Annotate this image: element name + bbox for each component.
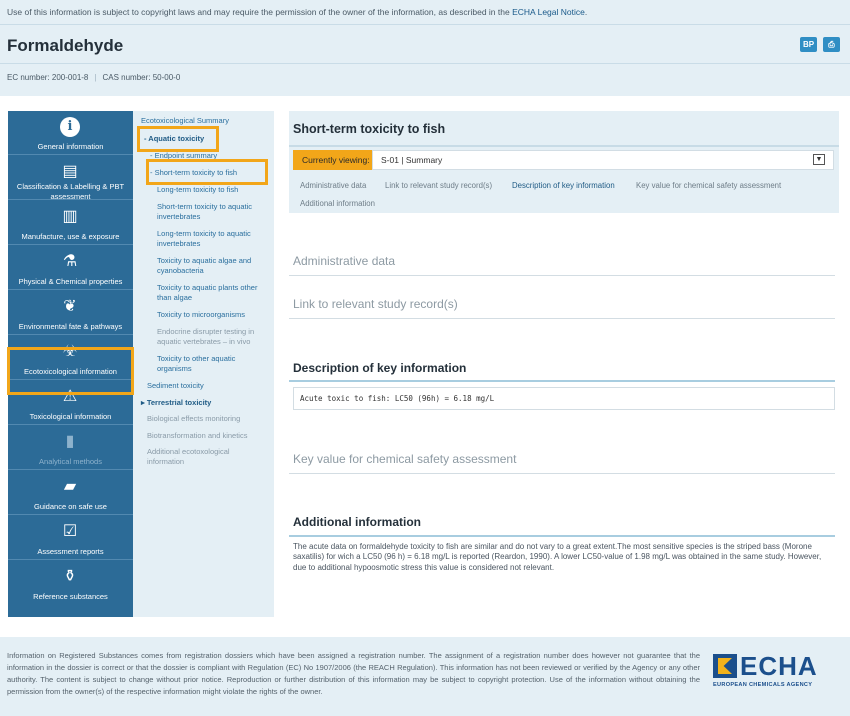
nav-classification[interactable] [8, 156, 133, 200]
fish-info-icon: ☣ [62, 343, 78, 360]
legal-text: Use of this information is subject to copyright laws and may require the permission of the owner of the information, as described in the [7, 7, 510, 17]
chevron-down-icon[interactable]: ▼ [813, 154, 825, 165]
active-nav-highlight [7, 347, 134, 395]
subnav-additional-ecotox: Additional ecotoxological information [147, 447, 230, 466]
divider [289, 145, 839, 147]
nav-physical-chemical[interactable] [8, 246, 133, 290]
cas-number: CAS number: 50-00-0 [102, 73, 181, 82]
toolbar [800, 37, 840, 52]
nav-label: Physical & Chemical properties [18, 277, 123, 286]
aquatic-toxicity-highlight [137, 126, 219, 152]
separator: | [94, 73, 97, 82]
book-icon: ▤ [62, 163, 78, 180]
divider [0, 63, 850, 64]
tab-key-value[interactable]: Key value for chemical safety assessment [636, 181, 782, 190]
legal-notice [7, 7, 587, 17]
left-panel [8, 111, 274, 617]
nav-label: Toxicological information [29, 412, 112, 421]
divider [0, 24, 850, 25]
nav-label: Manufacture, use & exposure [21, 232, 120, 241]
phone-icon: ▮ [65, 433, 75, 450]
info-icon: i [60, 117, 80, 137]
nav-label: Guidance on safe use [34, 502, 107, 511]
echa-logo[interactable] [713, 651, 841, 692]
echa-mark-icon [713, 654, 737, 678]
divider [289, 473, 835, 474]
section-key-value: Key value for chemical safety assessment [293, 452, 517, 466]
subnav-ecotox-summary[interactable]: Ecotoxicological Summary [141, 116, 229, 125]
nav-general-information[interactable] [8, 111, 133, 155]
tab-description-key-info[interactable]: Description of key information [512, 181, 615, 190]
bookmark-icon: ▰ [63, 478, 77, 495]
divider [289, 380, 835, 382]
subnav-long-term-fish[interactable]: Long-term toxicity to fish [157, 185, 239, 194]
legal-end: . [584, 7, 588, 17]
nav-reference-substances[interactable] [8, 561, 133, 605]
factory-icon: ▥ [62, 208, 78, 225]
record-select[interactable] [372, 150, 834, 170]
subnav-short-term-invertebrates[interactable]: Short-term toxicity to aquatic invertebrates [157, 202, 253, 221]
flask-icon: ⚗ [62, 253, 78, 270]
bp-icon[interactable]: BP [800, 37, 817, 52]
substance-ids [7, 73, 180, 82]
nav-label: General information [37, 142, 104, 151]
divider [289, 318, 835, 319]
section-additional-information: Additional information [293, 515, 421, 529]
subnav-endocrine-disrupter: Endocrine disrupter testing in aquatic vertebrates – in vivo [157, 327, 255, 346]
nav-label: Reference substances [33, 592, 108, 601]
subnav-biological-effects: Biological effects monitoring [147, 414, 241, 423]
nav-environmental-fate[interactable] [8, 291, 133, 335]
nav-guidance-safe-use[interactable] [8, 471, 133, 515]
section-description-key-info: Description of key information [293, 361, 467, 375]
page-title: Formaldehyde [7, 36, 124, 55]
subnav-endpoint-summary[interactable]: - Endpoint summary [150, 151, 218, 160]
nav-label: Classification & Labelling & PBT assessment [16, 182, 125, 201]
subnav-microorganisms[interactable]: Toxicity to microorganisms [157, 310, 245, 319]
endpoint-title: Short-term toxicity to fish [293, 122, 446, 136]
additional-information-text: The acute data on formaldehyde toxicity to fish are similar and do not vary to a great extent.The most sensitive species is the striped bass (Morone saxatilis) for wich a LC50 (96 h) = 6.18 mg/L is reported (Reardon, 1990). A lower LC50-value of 1.98 mg/L was obtained in the same study. However, due to additional hypoosmotic stress this value is considered not relevant. [293, 542, 822, 572]
leaf-icon: ❦ [63, 298, 77, 315]
short-term-fish-highlight [146, 159, 268, 185]
key-information-text: Acute toxic to fish: LC50 (96h) = 6.18 mg/L [293, 387, 835, 410]
record-select-value: S-01 | Summary [381, 155, 443, 165]
echa-logo-subtitle: EUROPEAN CHEMICALS AGENCY [713, 682, 813, 688]
section-link-study-records: Link to relevant study record(s) [293, 297, 458, 311]
subnav-sediment-toxicity[interactable]: Sediment toxicity [147, 381, 204, 390]
nav-label: Ecotoxicological information [24, 367, 117, 376]
divider [289, 275, 835, 276]
nav-analytical-methods [8, 426, 133, 470]
subnav-terrestrial-toxicity[interactable]: ▸ Terrestrial toxicity [141, 398, 212, 407]
nav-manufacture[interactable] [8, 201, 133, 245]
legal-notice-link[interactable]: ECHA Legal Notice [512, 7, 585, 17]
currently-viewing-label: Currently viewing: [293, 150, 372, 170]
nav-label: Assessment reports [37, 547, 104, 556]
section-administrative-data: Administrative data [293, 254, 396, 268]
subnav-other-aquatic[interactable]: Toxicity to other aquatic organisms [157, 354, 236, 373]
subnav-biotransformation: Biotransformation and kinetics [147, 431, 248, 440]
print-icon[interactable]: ⎙ [823, 37, 840, 52]
divider [289, 535, 835, 537]
footer-disclaimer: Information on Registered Substances comes from registration dossiers which have been assigned a registration number. The assignment of a registration number does however not guarantee that the information in the dossier is correct or that the dossier is compliant with Regulation (EC) No 1907/2006 (the REACH Regulation). This information has not been reviewed or verified by the Agency or any other authority. The content is subject to change without prior notice. Reproduction or further distribution of this information may be subject to copyright protection. Use of the information without obtaining the permission from the owner(s) of the respective information might violate the rights of the owner. [7, 651, 700, 696]
warning-icon: ⚠ [62, 388, 78, 405]
subnav-short-term-fish[interactable]: - Short-term toxicity to fish [150, 168, 238, 177]
tab-administrative-data[interactable]: Administrative data [300, 181, 367, 190]
subnav-long-term-invertebrates[interactable]: Long-term toxicity to aquatic invertebrates [157, 229, 251, 248]
tab-link-study-records[interactable]: Link to relevant study record(s) [385, 181, 493, 190]
echa-logo-word: ECHA [740, 651, 818, 681]
nav-label: Environmental fate & pathways [18, 322, 123, 331]
subnav-aquatic-toxicity[interactable]: - Aquatic toxicity [144, 134, 205, 143]
nav-label: Analytical methods [39, 457, 102, 466]
checkbox-icon: ☑ [62, 523, 78, 540]
ec-number: EC number: 200-001-8 [7, 73, 89, 82]
endpoint-header [289, 111, 839, 213]
subnav-aquatic-plants[interactable]: Toxicity to aquatic plants other than algae [157, 283, 258, 302]
subnav-algae[interactable]: Toxicity to aquatic algae and cyanobacteria [157, 256, 252, 275]
top-header [0, 0, 850, 96]
section-nav [8, 111, 133, 617]
tab-additional-information[interactable]: Additional information [300, 199, 375, 208]
nav-assessment-reports[interactable] [8, 516, 133, 560]
footer [0, 637, 850, 716]
beaker-icon: ⚱ [63, 568, 77, 585]
